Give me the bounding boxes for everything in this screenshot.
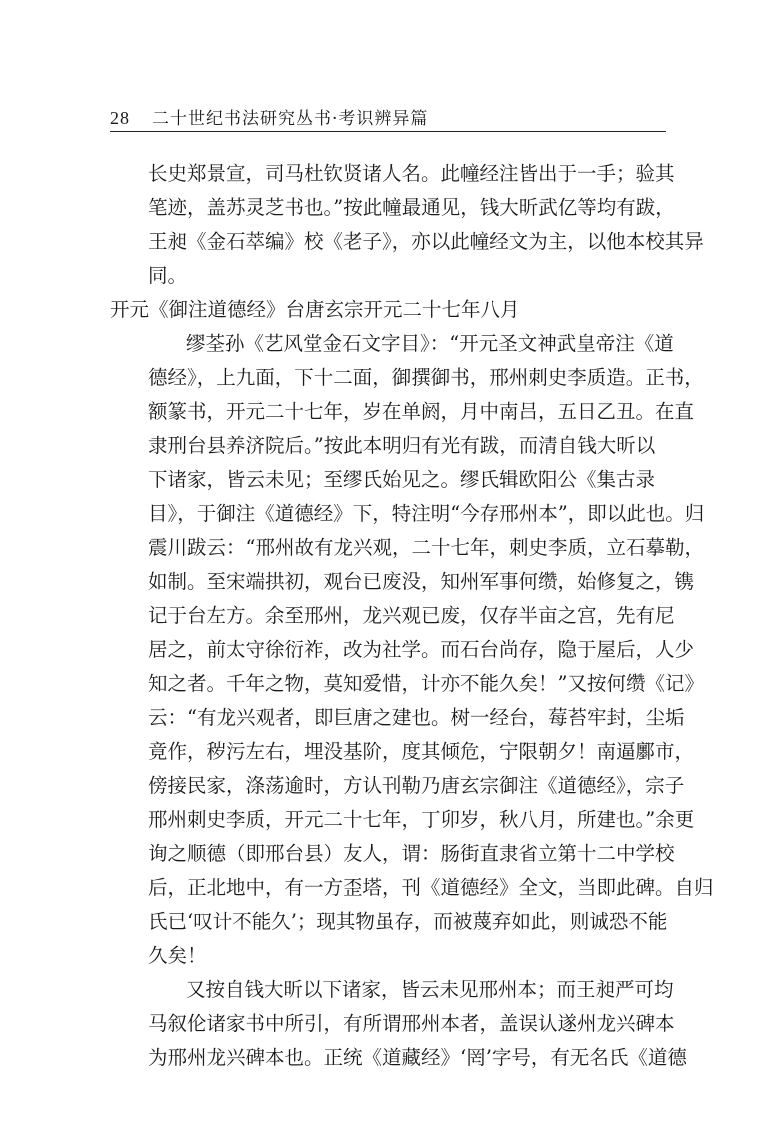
text-line: 下诸家，皆云未见；至缪氏始见之。缪氏辑欧阳公《集古录 (148, 468, 656, 491)
header-rule (110, 131, 666, 132)
text-line: 又按自钱大昕以下诸家，皆云未见邢州本；而王昶严可均 (186, 978, 674, 1001)
text-line: 记于台左方。余至邢州，龙兴观已废，仅存半亩之宫，先有尼 (148, 604, 675, 627)
text-line: 隶刑台县养济院后。”按此本明归有光有跋，而清自钱大昕以 (148, 434, 656, 457)
text-line: 德经》，上九面，下十二面，御撰御书，邢州刺史李质造。正书， (148, 366, 704, 389)
text-line: 后，正北地中，有一方歪塔，刊《道德经》全文，当即此碑。自归 (148, 876, 714, 899)
text-line: 氏已‘叹计不能久’；现其物虽存，而被蔑弃如此，则诚恐不能 (148, 910, 668, 933)
text-line: 长史郑景宣，司马杜钦贤诸人名。此幢经注皆出于一手；验其 (148, 162, 675, 185)
text-line: 云：“有龙兴观者，即巨唐之建也。树一经台，莓苔牢封，尘垢 (148, 706, 685, 729)
text-line: 如制。至宋端拱初，观台已废没，知州军事何缵，始修复之，镌 (148, 570, 695, 593)
text-line: 邢州刺史李质，开元二十七年，丁卯岁，秋八月，所建也。”余更 (148, 808, 695, 831)
text-line: 同。 (148, 264, 188, 287)
text-line: 马叙伦诸家书中所引，有所谓邢州本者，盖误认遂州龙兴碑本 (148, 1012, 675, 1035)
page-number: 28 (110, 108, 130, 128)
text-line: 知之者。千年之物，莫知爱惜，计亦不能久矣！”又按何缵《记》 (148, 672, 704, 695)
text-line: 竟作，秽污左右，埋没基阶，度其倾危，宁限朝夕！南逼鄽市， (148, 740, 695, 763)
text-line: 王昶《金石萃编》校《老子》，亦以此幢经文为主，以他本校其异 (148, 230, 704, 253)
section-heading: 开元《御注道德经》台唐玄宗开元二十七年八月 (110, 298, 520, 321)
text-line: 目》，于御注《道德经》下，特注明“今存邢州本”，即以此也。归 (148, 502, 705, 525)
text-line: 傍接民家，涤荡逾时，方认刊勒乃唐玄宗御注《道德经》，宗子 (148, 774, 685, 797)
text-line: 为邢州龙兴碑本也。正统《道藏经》‘罔’字号，有无名氏《道德 (148, 1046, 687, 1069)
series-title: 二十世纪书法研究丛书·考识辨异篇 (152, 109, 429, 129)
text-line: 询之顺德（即邢台县）友人，谓：肠街直隶省立第十二中学校 (148, 842, 675, 865)
text-line: 久矣！ (148, 944, 207, 967)
text-line: 震川跋云：“邢州故有龙兴观，二十七年，刺史李质，立石摹勒， (148, 536, 704, 559)
running-head (110, 104, 428, 129)
text-line: 额篆书，开元二十七年，岁在单阏，月中南吕，五日乙丑。在直 (148, 400, 695, 423)
text-line: 缪荃孙《艺风堂金石文字目》：“开元圣文神武皇帝注《道 (186, 332, 674, 355)
text-line: 居之，前太守徐衍祚，改为社学。而石台尚存，隐于屋后，人少 (148, 638, 695, 661)
text-line: 笔迹，盖苏灵芝书也。”按此幢最通见，钱大昕武亿等均有跋， (148, 196, 675, 219)
